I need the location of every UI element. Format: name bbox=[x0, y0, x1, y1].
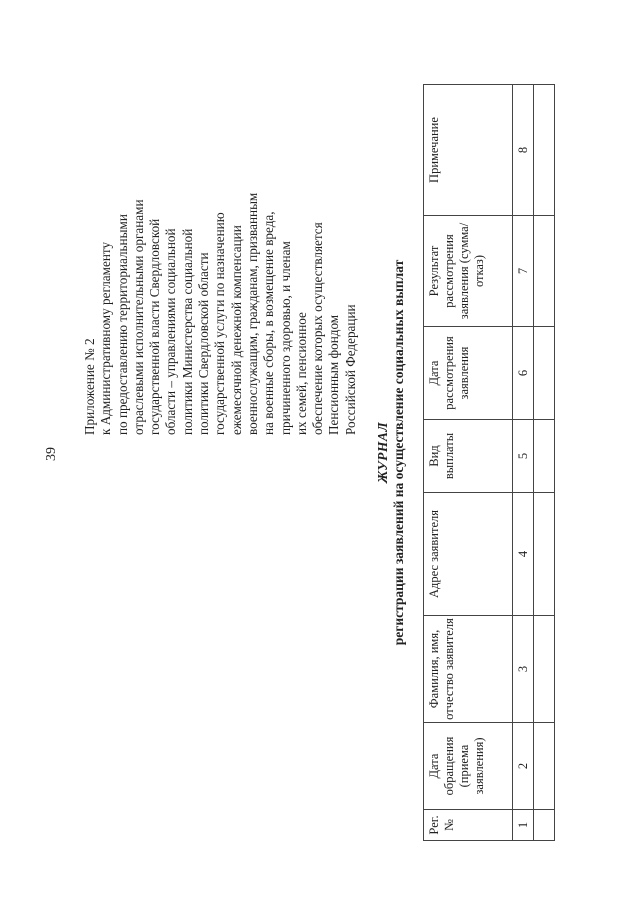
appendix-line: политики Министерства социальной bbox=[179, 228, 195, 435]
appendix-line: ежемесячной денежной компенсации bbox=[228, 225, 244, 435]
appendix-line: причиненного здоровью, и членам bbox=[277, 241, 293, 435]
journal-title-main: ЖУРНАЛ bbox=[375, 421, 390, 484]
journal-table bbox=[423, 84, 555, 841]
header-reg-number: Рег. № bbox=[424, 810, 513, 841]
appendix-line: Пенсионным фондом bbox=[326, 314, 342, 435]
column-number: 1 bbox=[513, 810, 534, 841]
header-payment-type: Вид выплаты bbox=[424, 420, 513, 493]
table-cell bbox=[534, 723, 555, 810]
journal-title-subtitle: регистрации заявлений на осуществление социальных выплат bbox=[391, 259, 406, 646]
appendix-line: государственной услуги по назначению bbox=[212, 212, 228, 435]
appendix-line: по предоставлению территориальными bbox=[114, 214, 130, 435]
appendix-line: государственной власти Свердловской bbox=[147, 218, 163, 435]
header-applicant-name: Фамилия, имя, отчество заявителя bbox=[424, 616, 513, 723]
header-applicant-address: Адрес заявителя bbox=[424, 493, 513, 616]
table-cell bbox=[534, 493, 555, 616]
appendix-line: отраслевыми исполнительными органами bbox=[130, 199, 146, 435]
header-review-date: Дата рассмотрения заявления bbox=[424, 327, 513, 420]
appendix-line: Приложение № 2 bbox=[82, 338, 97, 435]
table-cell bbox=[534, 420, 555, 493]
appendix-line: их семей, пенсионное bbox=[293, 312, 309, 435]
header-application-date: Дата обращения (приема заявления) bbox=[424, 723, 513, 810]
table-empty-row bbox=[534, 85, 555, 841]
table-header-row bbox=[424, 85, 513, 841]
column-number: 4 bbox=[513, 493, 534, 616]
table-cell bbox=[534, 810, 555, 841]
table-column-number-row bbox=[513, 85, 534, 841]
appendix-line: на военные сборы, в возмещение вреда, bbox=[261, 211, 277, 435]
appendix-line: к Административному регламенту bbox=[98, 241, 114, 435]
table-cell bbox=[534, 216, 555, 327]
table-cell bbox=[534, 327, 555, 420]
appendix-line: военнослужащим, гражданам, призванным bbox=[244, 192, 260, 435]
appendix-line: обеспечение которых осуществляется bbox=[310, 222, 326, 435]
header-review-result: Результат рассмотрения заявления (сумма/отказ) bbox=[424, 216, 513, 327]
column-number: 6 bbox=[513, 327, 534, 420]
appendix-note bbox=[82, 55, 359, 435]
table-cell bbox=[534, 616, 555, 723]
appendix-line: Российской Федерации bbox=[342, 304, 358, 435]
column-number: 3 bbox=[513, 616, 534, 723]
journal-title bbox=[375, 200, 407, 705]
column-number: 8 bbox=[513, 85, 534, 216]
page-number: 39 bbox=[44, 447, 59, 461]
column-number: 2 bbox=[513, 723, 534, 810]
appendix-line: области – управлениями социальной bbox=[163, 228, 179, 435]
column-number: 5 bbox=[513, 420, 534, 493]
table-cell bbox=[534, 85, 555, 216]
appendix-line: политики Свердловской области bbox=[196, 252, 212, 435]
column-number: 7 bbox=[513, 216, 534, 327]
header-note: Примечание bbox=[424, 85, 513, 216]
